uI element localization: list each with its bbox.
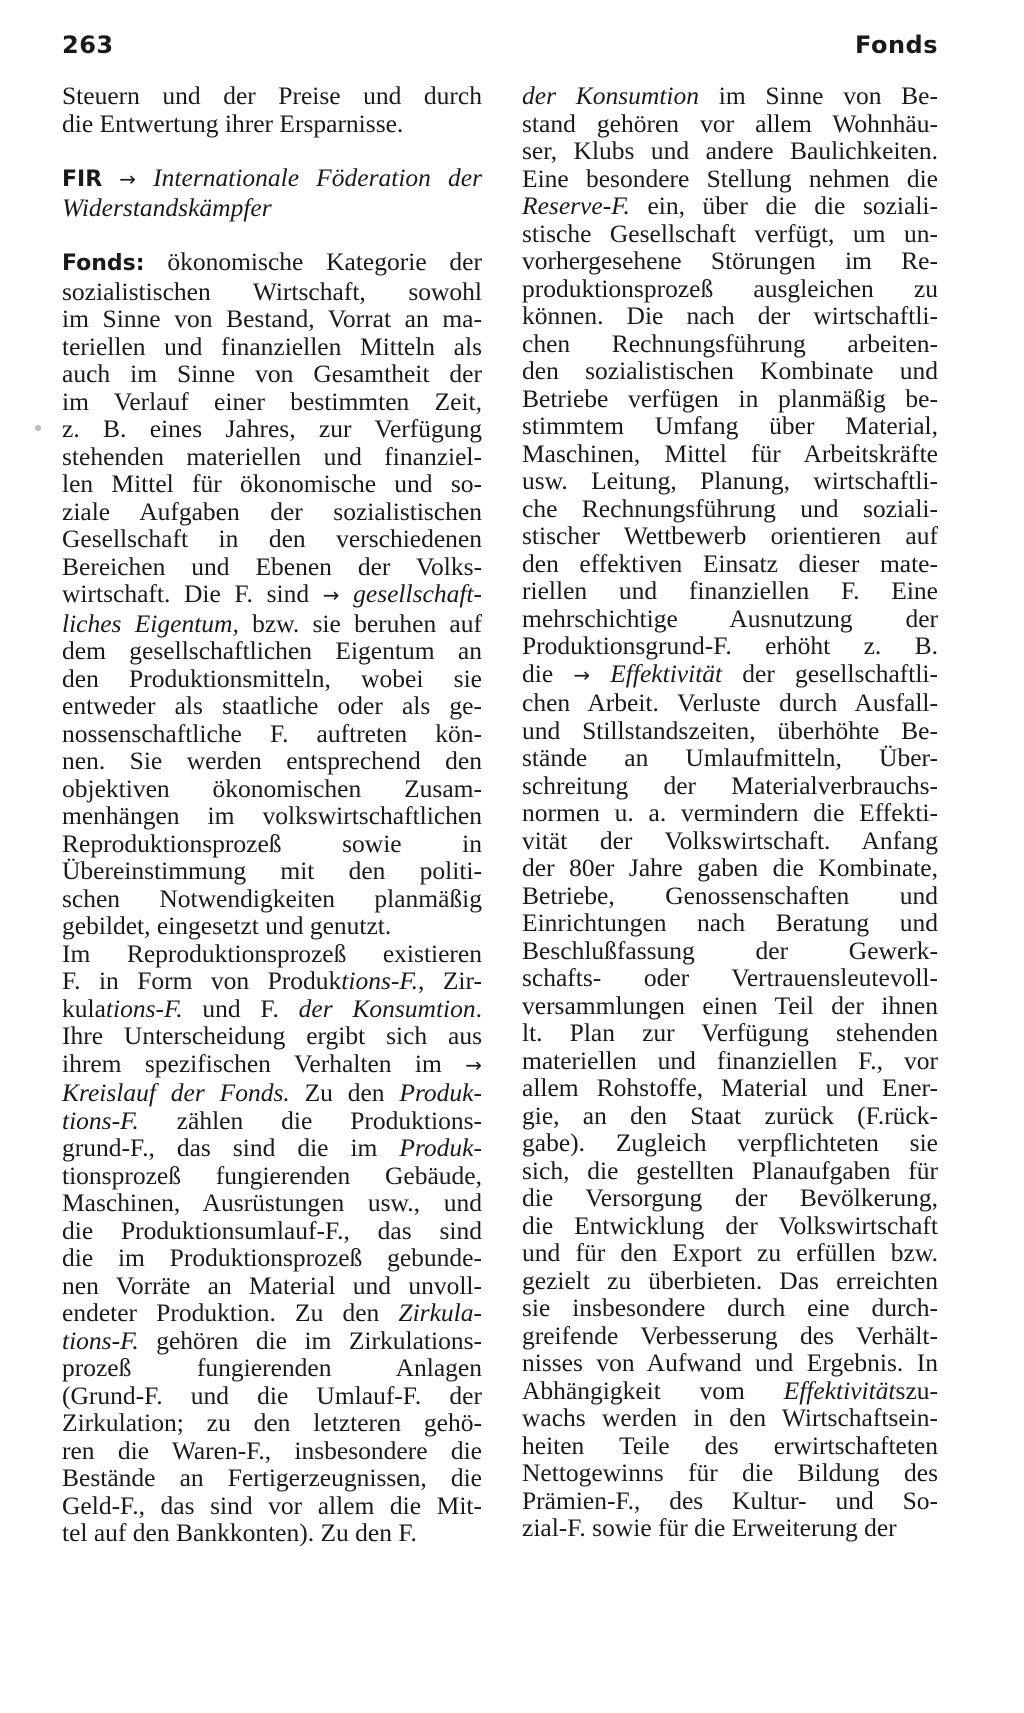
text-line: den effektiven Einsatz dieser mate- (522, 548, 938, 578)
text-line: normen u. a. vermindern die Effekti- (522, 798, 938, 827)
text-line: den sozialistischen Kombinate und (522, 356, 938, 385)
text-line: chen Rechnungsführung arbeiten- (522, 328, 938, 358)
text-line: usw. Leitung, Planung, wirtschaftli- (522, 466, 938, 495)
right-column (522, 82, 938, 1542)
text-line: ihrem spezifischen Verhalten im → (62, 1048, 482, 1078)
text-line: die Produktionsumlauf-F., das sind (62, 1215, 482, 1245)
text-line: Geld-F., das sind vor allem die Mit- (62, 1490, 482, 1520)
text-line: Prämien-F., des Kultur- und So- (522, 1485, 938, 1515)
text-line: stische Gesellschaft verfügt, um un- (522, 218, 938, 248)
text-line: Abhängigkeit vom Effektivitätszu- (522, 1375, 938, 1405)
text-line: nen Vorräte an Material und unvoll- (62, 1270, 482, 1300)
text-line: riellen und finanziellen F. Eine (522, 576, 938, 605)
text-line: grund-F., das sind die im Produk- (62, 1133, 482, 1162)
text-line: entweder als staatliche oder als ge- (62, 691, 482, 720)
text-line: sich, die gestellten Planaufgaben für (522, 1155, 938, 1185)
text-line: schen Notwendigkeiten planmäßig (62, 883, 482, 913)
text-line: tions-F. zählen die Produktions- (62, 1105, 482, 1135)
text-line: im Verlauf einer bestimmten Zeit, (62, 386, 482, 416)
text-line: nisses von Aufwand und Ergebnis. In (522, 1348, 938, 1377)
text-line: dem gesellschaftlichen Eigentum an (62, 636, 482, 665)
text-line: gabe). Zugleich verpflichteten sie (522, 1128, 938, 1157)
paragraph-gap (62, 221, 482, 248)
text-line: Einrichtungen nach Beratung und (522, 908, 938, 937)
text-line: sozialistischen Wirtschaft, sowohl (62, 276, 482, 306)
text-line: tions-F. gehören die im Zirkulations- (62, 1325, 482, 1355)
text-line: tel auf den Bankkonten). Zu den F. (62, 1518, 417, 1547)
text-line: die Entwertung ihrer Ersparnisse. (62, 108, 404, 138)
text-line: Ihre Unterscheidung ergibt sich aus (62, 1021, 482, 1050)
text-line: Fonds: ökonomische Kategorie der (62, 247, 482, 276)
text-line: Steuern und der Preise und durch (62, 81, 482, 110)
text-line: allem Rohstoffe, Material und Ener- (522, 1073, 938, 1102)
text-line: Zirkulation; zu den letzteren gehö- (62, 1408, 482, 1437)
text-line: sie insbesondere durch eine durch- (522, 1293, 938, 1322)
text-line: kulations-F. und F. der Konsumtion. (62, 993, 482, 1023)
text-line: endeter Produktion. Zu den Zirkula- (62, 1298, 482, 1327)
text-line: Maschinen, Mittel für Arbeitskräfte (522, 438, 938, 468)
text-line: produktionsprozeß ausgleichen zu (522, 273, 938, 303)
text-line: Eine besondere Stellung nehmen die (522, 163, 938, 193)
text-line: der 80er Jahre gaben die Kombinate, (522, 853, 938, 882)
text-line: wachs werden in den Wirtschaftsein- (522, 1403, 938, 1432)
text-line: objektiven ökonomischen Zusam- (62, 773, 482, 803)
text-line: versammlungen einen Teil der ihnen (522, 990, 938, 1020)
text-line: greifende Verbesserung des Verhält- (522, 1320, 938, 1350)
text-line: z. B. eines Jahres, zur Verfügung (62, 414, 482, 443)
text-line: die Versorgung der Bevölkerung, (522, 1183, 938, 1212)
text-line: die Entwicklung der Volkswirtschaft (522, 1210, 938, 1240)
text-line: Kreislauf der Fonds. Zu den Produk- (62, 1078, 482, 1107)
text-line: ren die Waren-F., insbesondere die (62, 1435, 482, 1465)
text-line: Reserve-F. ein, über die die soziali- (522, 191, 938, 220)
text-line: Übereinstimmung mit den politi- (62, 856, 482, 885)
text-line: gezielt zu überbieten. Das erreichten (522, 1265, 938, 1295)
text-line: heiten Teile des erwirtschafteten (522, 1430, 938, 1460)
text-line: ser, Klubs und andere Baulichkeiten. (522, 136, 938, 165)
text-line: Reproduktionsprozeß sowie in (62, 828, 482, 858)
text-line: stischer Wettbewerb orientieren auf (522, 521, 938, 550)
text-line: die im Produktionsprozeß gebunde- (62, 1243, 482, 1272)
text-line: F. in Form von Produktions-F., Zir- (62, 966, 482, 995)
text-line: schreitung der Materialverbrauchs- (522, 770, 938, 800)
text-line: stehenden materiellen und finanziel- (62, 441, 482, 471)
text-line: (Grund-F. und die Umlauf-F. der (62, 1380, 482, 1410)
text-line: len Mittel für ökonomische und so- (62, 469, 482, 498)
text-line: menhängen im volkswirtschaftlichen (62, 801, 482, 830)
text-line: stimmtem Umfang über Material, (522, 411, 938, 440)
left-column (62, 82, 482, 1547)
text-line: zial-F. sowie für die Erweiterung der (522, 1513, 897, 1542)
text-line: teriellen und finanziellen Mitteln als (62, 331, 482, 361)
page-number: 263 (62, 31, 114, 59)
text-line: vorhergesehene Störungen im Re- (522, 246, 938, 275)
text-line: FIR → Internationale Föderation der (62, 163, 483, 192)
text-line: Gesellschaft in den verschiedenen (62, 524, 482, 553)
text-line: mehrschichtige Ausnutzung der (522, 603, 938, 633)
text-line: Maschinen, Ausrüstungen usw., und (62, 1188, 482, 1217)
text-line: che Rechnungsführung und soziali- (522, 493, 938, 523)
text-line: stand gehören vor allem Wohnhäu- (522, 108, 938, 138)
scan-speck (35, 425, 41, 431)
text-line: Beschlußfassung der Gewerk- (522, 935, 938, 965)
text-line: Bestände an Fertigerzeugnissen, die (62, 1463, 482, 1492)
text-line: gie, an den Staat zurück (F.rück- (522, 1100, 938, 1130)
text-line: und für den Export zu erfüllen bzw. (522, 1238, 938, 1267)
text-line: den Produktionsmitteln, wobei sie (62, 663, 482, 693)
text-line: Im Reproduktionsprozeß existieren (62, 938, 482, 968)
text-line: Betriebe verfügen in planmäßig be- (522, 383, 938, 413)
text-line: prozeß fungierenden Anlagen (62, 1353, 482, 1382)
paragraph-gap (62, 137, 482, 164)
text-line: chen Arbeit. Verluste durch Ausfall- (522, 688, 938, 717)
text-line: schafts- oder Vertrauensleutevoll- (522, 963, 938, 992)
text-line: die → Effektivität der gesellschaftli- (522, 658, 939, 688)
text-line: vität der Volkswirtschaft. Anfang (522, 825, 938, 855)
text-line: können. Die nach der wirtschaftli- (522, 301, 938, 330)
running-head: Fonds (855, 31, 938, 59)
text-line: auch im Sinne von Gesamtheit der (62, 359, 482, 388)
text-line: Nettogewinns für die Bildung des (522, 1458, 938, 1487)
text-line: Bereichen und Ebenen der Volks- (62, 551, 482, 581)
text-line: Widerstandskämpfer (62, 192, 272, 222)
text-line: Betriebe, Genossenschaften und (522, 880, 938, 910)
text-line: tionsprozeß fungierenden Gebäude, (62, 1160, 482, 1190)
text-line: wirtschaft. Die F. sind → gesellschaft- (62, 579, 483, 608)
text-line: und Stillstandszeiten, überhöhte Be- (522, 715, 938, 745)
text-line: im Sinne von Bestand, Vorrat an ma- (62, 304, 482, 333)
text-line: nen. Sie werden entsprechend den (62, 746, 482, 775)
text-line: gebildet, eingesetzt und genutzt. (62, 911, 392, 940)
text-line: liches Eigentum, bzw. sie beruhen auf (62, 608, 482, 638)
text-line: Produktionsgrund-F. erhöht z. B. (522, 631, 938, 660)
text-line: ziale Aufgaben der sozialistischen (62, 496, 482, 526)
text-line: der Konsumtion im Sinne von Be- (522, 81, 938, 110)
text-line: materiellen und finanziellen F., vor (522, 1045, 938, 1075)
text-line: stände an Umlaufmitteln, Über- (522, 743, 938, 772)
text-line: lt. Plan zur Verfügung stehenden (522, 1018, 938, 1047)
text-line: nossenschaftliche F. auftreten kön- (62, 718, 482, 748)
